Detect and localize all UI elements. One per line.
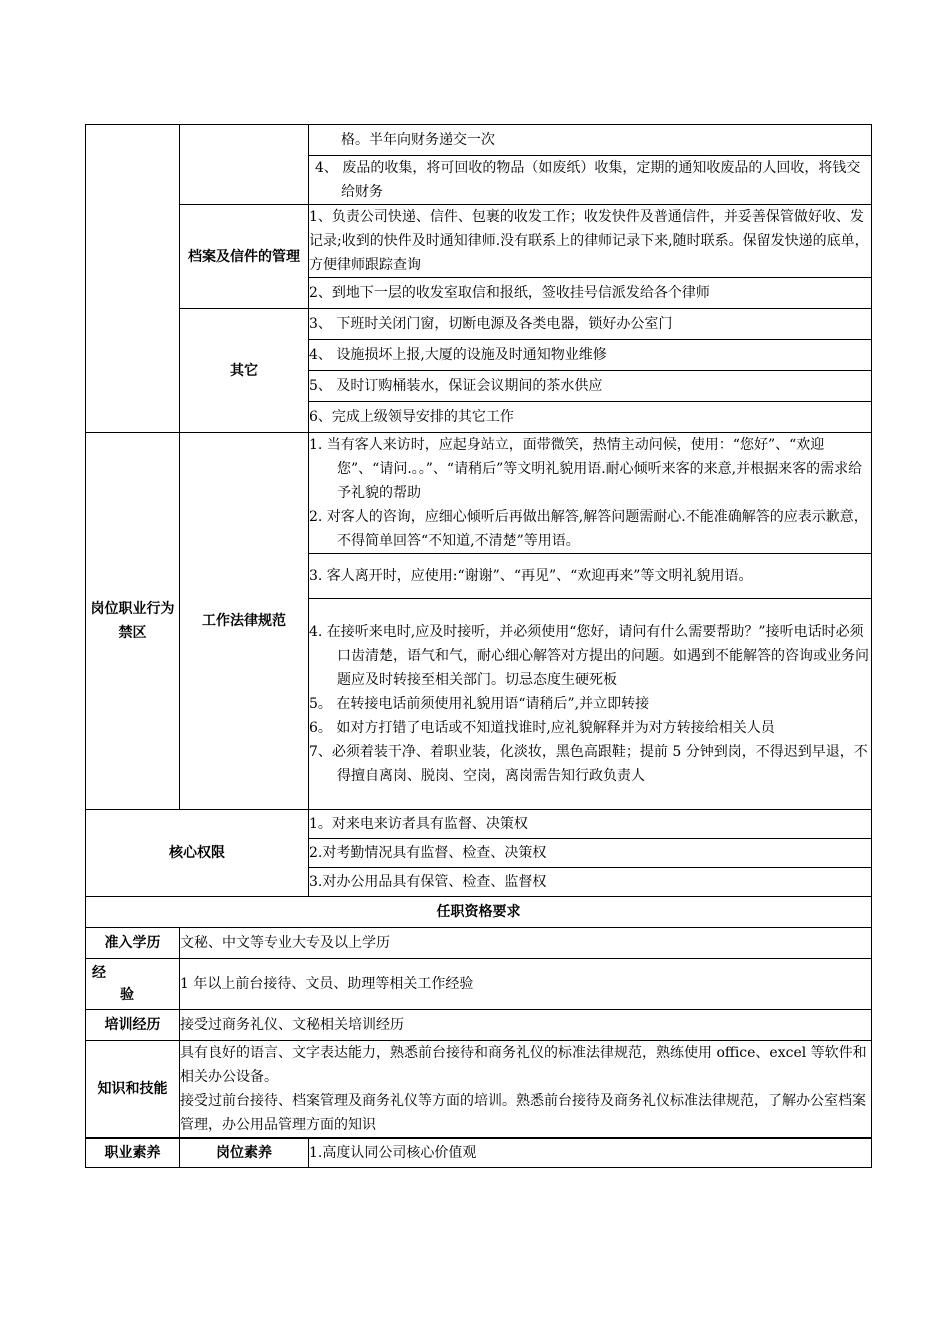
conduct-inner-label: 工作法律规范 [180,433,309,810]
other-item-4: 4、 设施损坏上报,大厦的设施及时通知物业维修 [309,340,872,371]
other-label: 其它 [180,309,309,433]
table-row [86,1010,872,1041]
training-value: 接受过商务礼仪、文秘相关培训经历 [180,1010,872,1041]
table-row [86,1138,872,1168]
task-waste-collection: 4、 废品的收集，将可回收的物品（如废纸）收集，定期的通知收废品的人回收，将钱交给财务 [309,156,872,205]
professional-label: 职业素养 [86,1138,180,1168]
experience-value: 1 年以上前台接待、文员、助理等相关工作经验 [180,959,872,1010]
other-item-5: 5、 及时订购桶装水，保证会议期间的茶水供应 [309,371,872,402]
core-right-3: 3.对办公用品具有保管、检查、监督权 [309,868,872,897]
table-row [86,125,872,156]
table-row [86,1041,872,1139]
table-row [86,959,872,1010]
table-row [86,205,872,278]
core-rights-label: 核心权限 [86,810,309,897]
archive-label: 档案及信件的管理 [180,205,309,309]
blank-subcategory-cell [180,125,309,205]
conduct-block-3: 4. 在接听来电时,应及时接听，并必须使用“您好，请问有什么需要帮助？”接听电话时必须口齿清楚，语气和气，耐心细心解答对方提出的问题。如遇到不能解答的咨询或业务问题应及时转接至相关部门。切忌态度生硬死板 5。 在转接电话前须使用礼貌用语“请稍后”,并立即转接 6。 如对方打错了电话或不知道找谁时,应礼貌解释并为对方转接给相关人员 7、必须着装干净、着职业装，化淡妆，黑色高跟鞋；提前 5 分钟到岗，不得迟到早退，不得擅自离岗、脱岗、空岗，离岗需告知行政负责人 [309,599,872,810]
skills-value: 具有良好的语言、文字表达能力，熟悉前台接待和商务礼仪的标准法律规范，熟练使用 office、excel 等软件和相关办公设备。 接受过前台接待、档案管理及商务礼仪等方面的培训。熟悉前台接待及商务礼仪标准法律规范，了解办公室档案管理，办公用品管理方面的知识 [180,1041,872,1139]
education-value: 文秘、中文等专业大专及以上学历 [180,928,872,959]
education-label: 准入学历 [86,928,180,959]
core-right-2: 2.对考勤情况具有监督、检查、决策权 [309,839,872,868]
other-item-3: 3、 下班时关闭门窗，切断电源及各类电器，锁好办公室门 [309,309,872,340]
other-item-6: 6、完成上级领导安排的其它工作 [309,402,872,433]
skills-label: 知识和技能 [86,1041,180,1139]
job-description-table [85,124,872,1168]
table-row [86,309,872,340]
qualifications-title: 任职资格要求 [86,897,872,928]
core-right-1: 1。对来电来访者具有监督、决策权 [309,810,872,839]
blank-category-cell [86,125,180,433]
archive-item-1: 1、负责公司快递、信件、包裹的收发工作；收发快件及普通信件，并妥善保管做好收、发记录;收到的快件及时通知律师.没有联系上的律师记录下来,随时联系。保留发快递的底单，方便律师跟踪查询 [309,205,872,278]
conduct-outer-label: 岗位职业行为禁区 [86,433,180,810]
table-row [86,433,872,554]
professional-value: 1.高度认同公司核心价值观 [309,1138,872,1168]
conduct-block-2: 3. 客人离开时，应使用:“谢谢”、“再见”、“欢迎再来”等文明礼貌用语。 [309,554,872,599]
table-row [86,810,872,839]
table-row [86,897,872,928]
experience-label: 经 验 [86,959,180,1010]
training-label: 培训经历 [86,1010,180,1041]
professional-sub-label: 岗位素养 [180,1138,309,1168]
archive-item-2: 2、到地下一层的收发室取信和报纸，签收挂号信派发给各个律师 [309,278,872,309]
conduct-block-1: 1. 当有客人来访时，应起身站立，面带微笑，热情主动问候，使用：“您好”、“欢迎您”、“请问.。。”、“请稍后”等文明礼貌用语.耐心倾听来客的来意,并根据来客的需求给予礼貌的帮助 2. 对客人的咨询，应细心倾听后再做出解答,解答问题需耐心.不能准确解答的应表示歉意，不得简单回答“不知道,不清楚”等用语。 [309,433,872,554]
table-row [86,928,872,959]
task-continuation: 格。半年向财务递交一次 [309,125,872,156]
